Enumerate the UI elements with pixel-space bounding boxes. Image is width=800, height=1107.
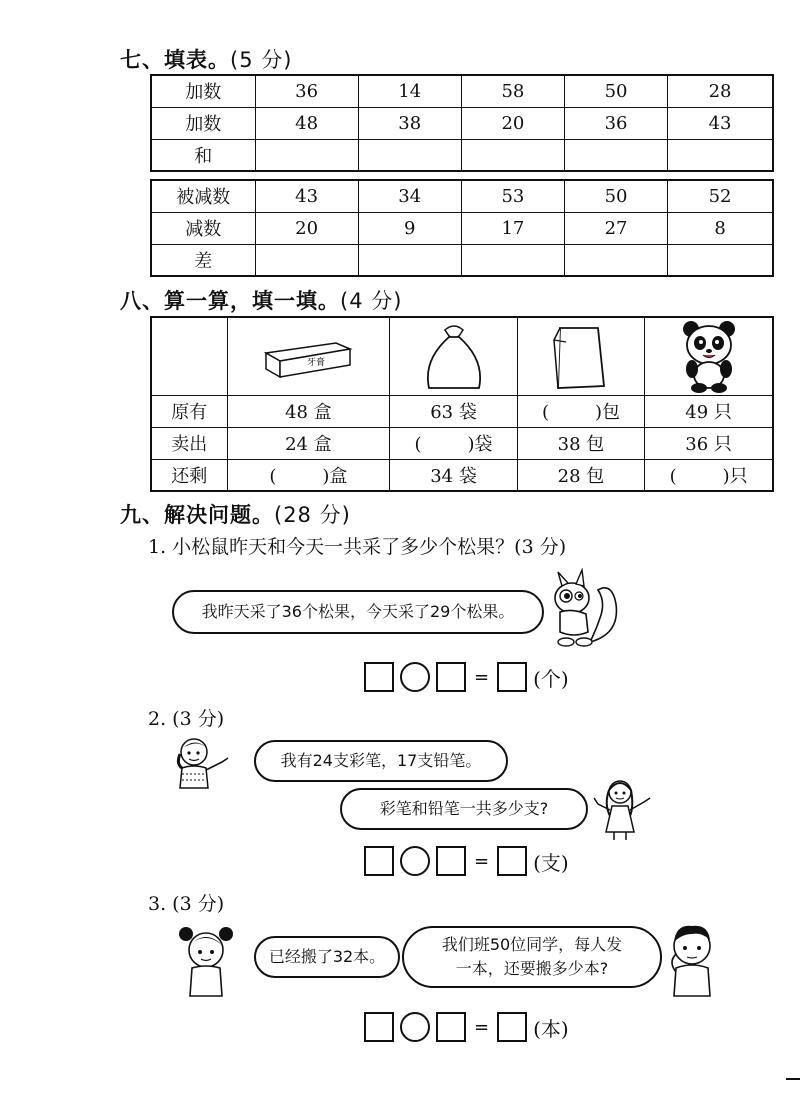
- answer-cell[interactable]: [517, 395, 644, 427]
- row-label: 差: [151, 244, 255, 276]
- table-cell: 28: [668, 75, 773, 107]
- row-label: 还剩: [151, 459, 227, 491]
- operator-circle[interactable]: [400, 1012, 430, 1042]
- answer-cell[interactable]: [668, 139, 773, 171]
- answer-box[interactable]: [364, 662, 394, 692]
- speech-text: 已经搬了32本。: [268, 947, 386, 966]
- answer-cell[interactable]: [358, 244, 461, 276]
- operator-circle[interactable]: [400, 662, 430, 692]
- table-cell: 34 袋: [390, 459, 517, 491]
- table-cell: 48 盒: [227, 395, 390, 427]
- table-cell: 9: [358, 212, 461, 244]
- toothpaste-cell: [227, 317, 390, 395]
- close-paren-unit: )盒: [322, 465, 348, 487]
- table-cell: 58: [461, 75, 564, 107]
- section7-title: 七、填表。: [120, 48, 230, 72]
- toothpaste-box-icon: [258, 331, 358, 381]
- section9-heading: [120, 499, 351, 529]
- table-cell: 52: [668, 180, 773, 212]
- answer-cell[interactable]: [564, 244, 667, 276]
- table-cell: 53: [461, 180, 564, 212]
- answer-cell[interactable]: [461, 244, 564, 276]
- table-cell: 24 盒: [227, 427, 390, 459]
- table-row: [151, 139, 773, 171]
- speech-text: [442, 933, 622, 981]
- table-row: [151, 459, 773, 491]
- table-cell: 27: [564, 212, 667, 244]
- unit-label: (本): [533, 1016, 569, 1041]
- corner-cell: [151, 317, 227, 395]
- table-cell: 38: [358, 107, 461, 139]
- addition-table: [150, 74, 774, 172]
- table-cell: 63 袋: [390, 395, 517, 427]
- table-cell: 36: [564, 107, 667, 139]
- table-cell: 8: [668, 212, 773, 244]
- answer-cell[interactable]: [564, 139, 667, 171]
- question-2-text: 2. (3 分): [148, 708, 225, 730]
- equals-sign: =: [474, 666, 490, 688]
- table-cell: 38 包: [517, 427, 644, 459]
- answer-cell[interactable]: [358, 139, 461, 171]
- table-row: [151, 180, 773, 212]
- row-label: 减数: [151, 212, 255, 244]
- answer-box[interactable]: [436, 846, 466, 876]
- answer-cell[interactable]: [461, 139, 564, 171]
- close-paren-unit: )只: [722, 465, 748, 487]
- table-row: [151, 75, 773, 107]
- answer-cell[interactable]: [390, 427, 517, 459]
- question-1-text: 1. 小松鼠昨天和今天一共采了多少个松果？(3 分): [148, 536, 567, 558]
- panda-toy-icon: [677, 319, 741, 393]
- result-box[interactable]: [497, 1012, 527, 1042]
- girl-with-pigtails-icon: [174, 922, 238, 998]
- equation-2: [364, 846, 569, 876]
- table-cell: 17: [461, 212, 564, 244]
- table-cell: 34: [358, 180, 461, 212]
- result-box[interactable]: [497, 662, 527, 692]
- row-label: 加数: [151, 107, 255, 139]
- girl-speech-bubble: [254, 936, 400, 978]
- equals-sign: =: [474, 1016, 490, 1038]
- table-row: [151, 244, 773, 276]
- section9-score: (28 分): [274, 503, 351, 527]
- row-label: 原有: [151, 395, 227, 427]
- bag-cell: [390, 317, 517, 395]
- squirrel-icon: [546, 568, 622, 650]
- table-row: [151, 212, 773, 244]
- answer-box[interactable]: [436, 662, 466, 692]
- row-label: 加数: [151, 75, 255, 107]
- answer-cell[interactable]: [255, 139, 358, 171]
- open-paren: (: [269, 465, 277, 487]
- table-cell: 49 只: [645, 395, 773, 427]
- long-hair-girl-icon: [590, 776, 654, 842]
- answer-cell[interactable]: [668, 244, 773, 276]
- toothpaste-label: 牙膏: [307, 358, 326, 369]
- open-paren: (: [669, 465, 677, 487]
- row-label: 卖出: [151, 427, 227, 459]
- equals-sign: =: [474, 850, 490, 872]
- subtraction-table: [150, 179, 774, 277]
- section7-score: (5 分): [230, 48, 293, 72]
- section9-title: 九、解决问题。: [120, 503, 274, 527]
- table-cell: 43: [255, 180, 358, 212]
- unit-label: (个): [533, 666, 569, 691]
- girl-speech-bubble: [254, 740, 508, 782]
- open-paren: (: [414, 434, 422, 455]
- answer-cell[interactable]: [255, 244, 358, 276]
- table-cell: 50: [564, 180, 667, 212]
- section8-score: (4 分): [340, 289, 403, 313]
- answer-box[interactable]: [436, 1012, 466, 1042]
- picture-row: [151, 317, 773, 395]
- row-label: 和: [151, 139, 255, 171]
- equation-3: [364, 1012, 569, 1042]
- table-cell: 14: [358, 75, 461, 107]
- answer-cell[interactable]: [645, 459, 773, 491]
- table-cell: 20: [255, 212, 358, 244]
- row-label: 被减数: [151, 180, 255, 212]
- table-cell: 43: [668, 107, 773, 139]
- speech-text: 我有24支彩笔，17支铅笔。: [280, 751, 482, 770]
- answer-cell[interactable]: [227, 459, 390, 491]
- table-cell: 50: [564, 75, 667, 107]
- section8-heading: [120, 285, 402, 315]
- goods-table: [150, 316, 774, 492]
- answer-box[interactable]: [364, 846, 394, 876]
- speech-text: 我昨天采了36个松果，今天采了29个松果。: [201, 602, 515, 621]
- open-paren: (: [541, 402, 549, 423]
- bag-icon: [419, 320, 489, 392]
- close-paren-unit: )包: [594, 402, 621, 423]
- table-row: [151, 107, 773, 139]
- section8-title: 八、算一算，填一填。: [120, 289, 340, 313]
- result-box[interactable]: [497, 846, 527, 876]
- question-speech-bubble: [340, 788, 588, 830]
- table-cell: 36 只: [645, 427, 773, 459]
- squirrel-speech-bubble: [172, 590, 544, 634]
- speech-text: 彩笔和铅笔一共多少支?: [379, 799, 549, 818]
- pack-cell: [517, 317, 644, 395]
- speech-line: 我们班50位同学，每人发: [441, 935, 623, 954]
- boy-speech-bubble: [402, 926, 662, 988]
- table-cell: 36: [255, 75, 358, 107]
- panda-cell: [645, 317, 773, 395]
- table-cell: 28 包: [517, 459, 644, 491]
- girl-icon: [174, 734, 238, 790]
- boy-icon: [662, 918, 722, 998]
- page-edge-mark: [786, 1078, 800, 1080]
- question-3-text: 3. (3 分): [148, 893, 225, 915]
- section7-heading: [120, 44, 292, 74]
- table-cell: 48: [255, 107, 358, 139]
- speech-line: 一本，还要搬多少本?: [455, 959, 609, 978]
- snack-pack-icon: [546, 320, 616, 392]
- close-paren-unit: )袋: [467, 434, 493, 455]
- equation-1: [364, 662, 569, 692]
- operator-circle[interactable]: [400, 846, 430, 876]
- table-cell: 20: [461, 107, 564, 139]
- table-row: [151, 427, 773, 459]
- unit-label: (支): [533, 850, 569, 875]
- table-row: [151, 395, 773, 427]
- answer-box[interactable]: [364, 1012, 394, 1042]
